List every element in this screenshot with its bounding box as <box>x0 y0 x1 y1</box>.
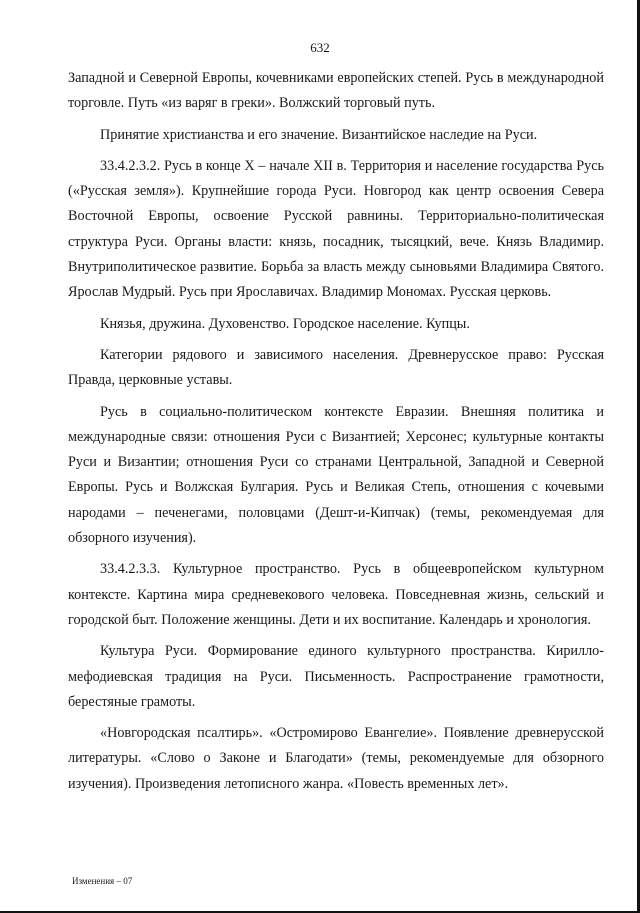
paragraph: «Новгородская псалтирь». «Остромирово Евангелие». Появление древнерусской литературы. «Слово о Законе и Благодати» (темы, рекомендуемые для обзорного изучения). Произведения летописного жанра. «Повесть временных лет». <box>68 725 604 792</box>
paragraph: Русь в социально-политическом контексте Евразии. Внешняя политика и международные связи: отношения Руси с Византией; Херсонес; культурные контакты Руси и Византии; отношения Руси со странами Центральной, Западной и Северной Европы. Русь и Волжская Булгария. Русь и Великая Степь, отношения с кочевыми народами – печенегами, половцами (Дешт-и-Кипчак) (темы, рекомендуемая для обзорного изучения). <box>68 403 604 547</box>
footer-revision-note: Изменения – 07 <box>72 876 133 886</box>
document-body <box>68 66 604 803</box>
page-number: 632 <box>310 40 330 55</box>
paragraph: 33.4.2.3.2. Русь в конце X – начале XII в. Территория и население государства Русь («Русская земля»). Крупнейшие города Руси. Новгород как центр освоения Севера Восточной Европы, освоение Русской равнины. Территориально-политическая структура Руси. Органы власти: князь, посадник, тысяцкий, вече. Князь Владимир. Внутриполитическое развитие. Борьба за власть между сыновьями Владимира Святого. Ярослав Мудрый. Русь при Ярославичах. Владимир Мономах. Русская церковь. <box>68 157 604 301</box>
paragraph: Князья, дружина. Духовенство. Городское население. Купцы. <box>100 315 470 332</box>
paragraph: Западной и Северной Европы, кочевниками европейских степей. Русь в международной торговле. Путь «из варяг в греки». Волжский торговый путь. <box>68 70 604 112</box>
paragraph: Принятие христианства и его значение. Византийское наследие на Руси. <box>100 126 538 143</box>
paragraph: Культура Руси. Формирование единого культурного пространства. Кирилло-мефодиевская традиция на Руси. Письменность. Распространение грамотности, берестяные грамоты. <box>68 643 604 710</box>
paragraph: 33.4.2.3.3. Культурное пространство. Русь в общеевропейском культурном контексте. Картина мира средневекового человека. Повседневная жизнь, сельский и городской быт. Положение женщины. Дети и их воспитание. Календарь и хронология. <box>68 561 604 628</box>
paragraph: Категории рядового и зависимого населения. Древнерусское право: Русская Правда, церковные уставы. <box>68 346 604 389</box>
